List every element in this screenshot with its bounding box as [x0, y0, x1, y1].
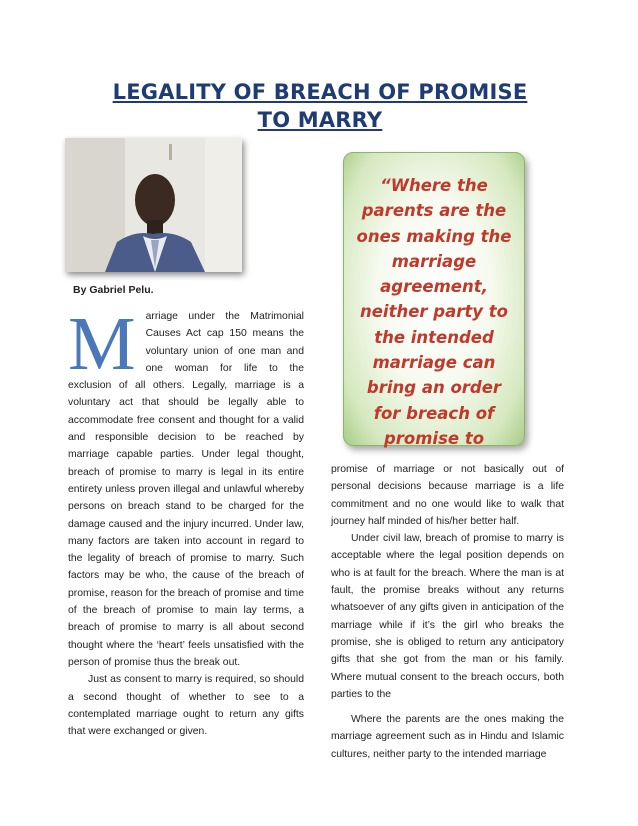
author-photo-image	[65, 138, 242, 272]
author-photo	[65, 138, 242, 272]
left-paragraph-1-text: arriage under the Matrimonial Causes Act cap 150 means the voluntary union of one man and one woman for life to the exclusion of all others. Legally, marriage is a voluntary act that should be legally able to accommodate free consent and thought for a valid and responsible decision to be reached by marriage capable parties. Under legal thought, breach of promise to marry is legal in its entire entirety unless proven illegal and unlawful whereby persons on breach stand to be charged for the damage caused and the injury incurred. Under law, many factors are taken into account in regard to the legality of breach of promise to marry. Such factors may be who, the cause of the breach of promise, reason for the breach of promise and time of the breach of promise to main lay terms, a breach of promise to marry is all about second thought where the ‘heart’ feels unsatisfied with the person of promise thus the break out.	[68, 311, 304, 668]
article-title	[60, 78, 580, 134]
title-line-1: LEGALITY OF BREACH OF PROMISE	[112, 80, 528, 104]
right-paragraph-1: promise of marriage or not basically out of personal decisions because marriage is a life commitment and no one would like to walk that journey half minded of his/her better half.	[331, 464, 564, 527]
author-byline: By Gabriel Pelu.	[73, 284, 154, 296]
right-paragraph-3: Where the parents are the ones making the marriage agreement such as in Hindu and Islamic cultures, neither party to the intended marriage	[331, 714, 564, 760]
left-paragraph-1	[68, 302, 304, 671]
pull-quote-box	[343, 152, 525, 446]
left-paragraph-2: Just as consent to marry is required, so should a second thought of whether to see to a contemplated marriage ought to return any gifts that were exchanged or given.	[68, 674, 304, 738]
pull-quote-text: “Where the parents are the ones making the marriage agreement, neither party to the intended marriage can bring an order for breach of promise to	[356, 176, 512, 448]
left-column	[68, 302, 304, 740]
drop-cap: M	[68, 302, 136, 386]
right-column	[331, 461, 564, 763]
right-paragraph-2: Under civil law, breach of promise to marry is acceptable where the legal position depends on who is at fault for the breach. Where the man is at fault, the promise breaks without any returns whatsoever of any gifts given in anticipation of the marriage while if it’s the girl who breaks the promise, she is obliged to return any anticipatory gifts that she got from the man or his family. Where mutual consent to the breach occurs, both parties to the	[331, 533, 564, 700]
title-line-2: TO MARRY	[257, 108, 383, 132]
